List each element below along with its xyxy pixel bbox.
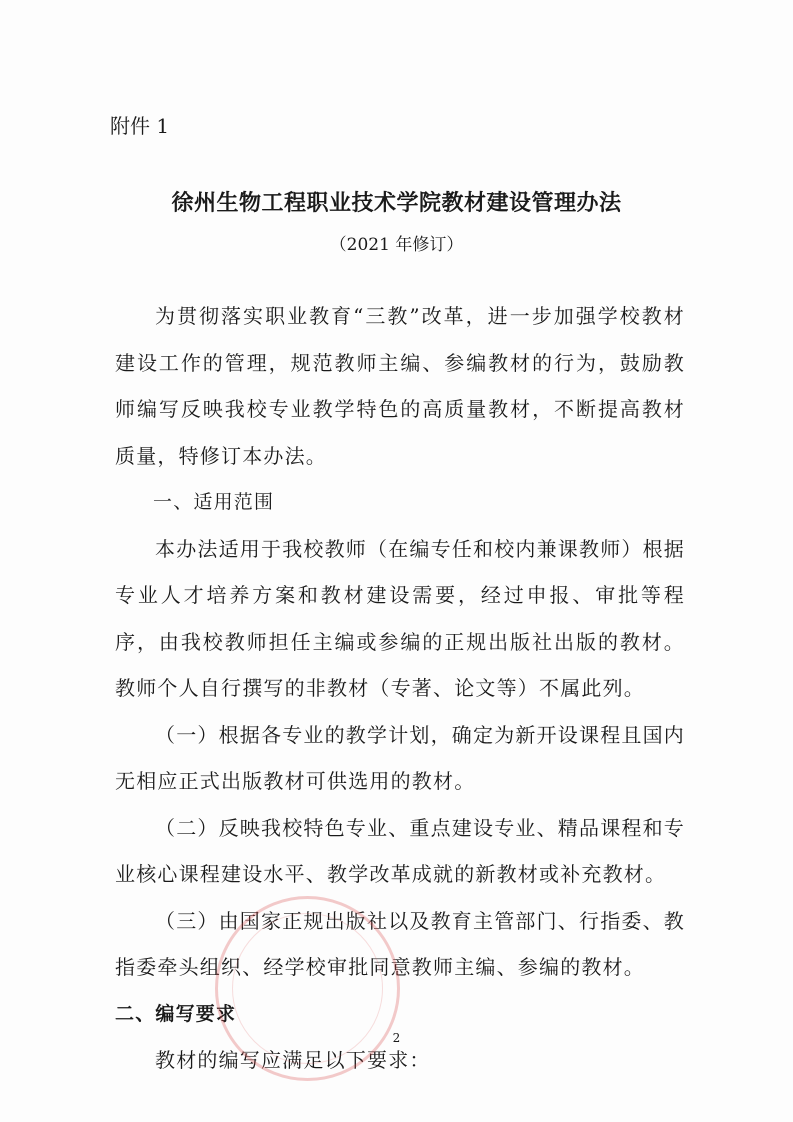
scope-item-2: （二）反映我校特色专业、重点建设专业、精品课程和专业核心课程建设水平、教学改革成就的新教材或补充教材。 — [115, 815, 685, 886]
document-title: 徐州生物工程职业技术学院教材建设管理办法 — [171, 191, 622, 216]
document-body — [115, 293, 685, 1084]
section-heading-requirements: 二、编写要求 — [115, 1002, 237, 1025]
page-number: 2 — [392, 1031, 401, 1045]
scope-item-3: （三）由国家正规出版社以及教育主管部门、行指委、教指委牵头组织、经学校审批同意教师主编、参编的教材。 — [115, 908, 685, 979]
attachment-label: 附件 1 — [110, 114, 170, 138]
scope-paragraph: 本办法适用于我校教师（在编专任和校内兼课教师）根据专业人才培养方案和教材建设需要，经过申报、审批等程序，由我校教师担任主编或参编的正规出版社出版的教材。教师个人自行撰写的非教材（专著、论文等）不属此列。 — [115, 536, 685, 700]
document-subtitle: （2021 年修订） — [329, 235, 464, 255]
scope-item-1: （一）根据各专业的教学计划，确定为新开设课程且国内无相应正式出版教材可供选用的教材。 — [115, 722, 685, 793]
intro-paragraph: 为贯彻落实职业教育“三教”改革，进一步加强学校教材建设工作的管理，规范教师主编、参编教材的行为，鼓励教师编写反映我校专业教学特色的高质量教材，不断提高教材质量，特修订本办法。 — [115, 304, 685, 468]
section-heading-scope: 一、适用范围 — [153, 491, 275, 513]
official-seal-stamp — [215, 896, 400, 1081]
requirements-paragraph: 教材的编写应满足以下要求： — [155, 1048, 431, 1072]
